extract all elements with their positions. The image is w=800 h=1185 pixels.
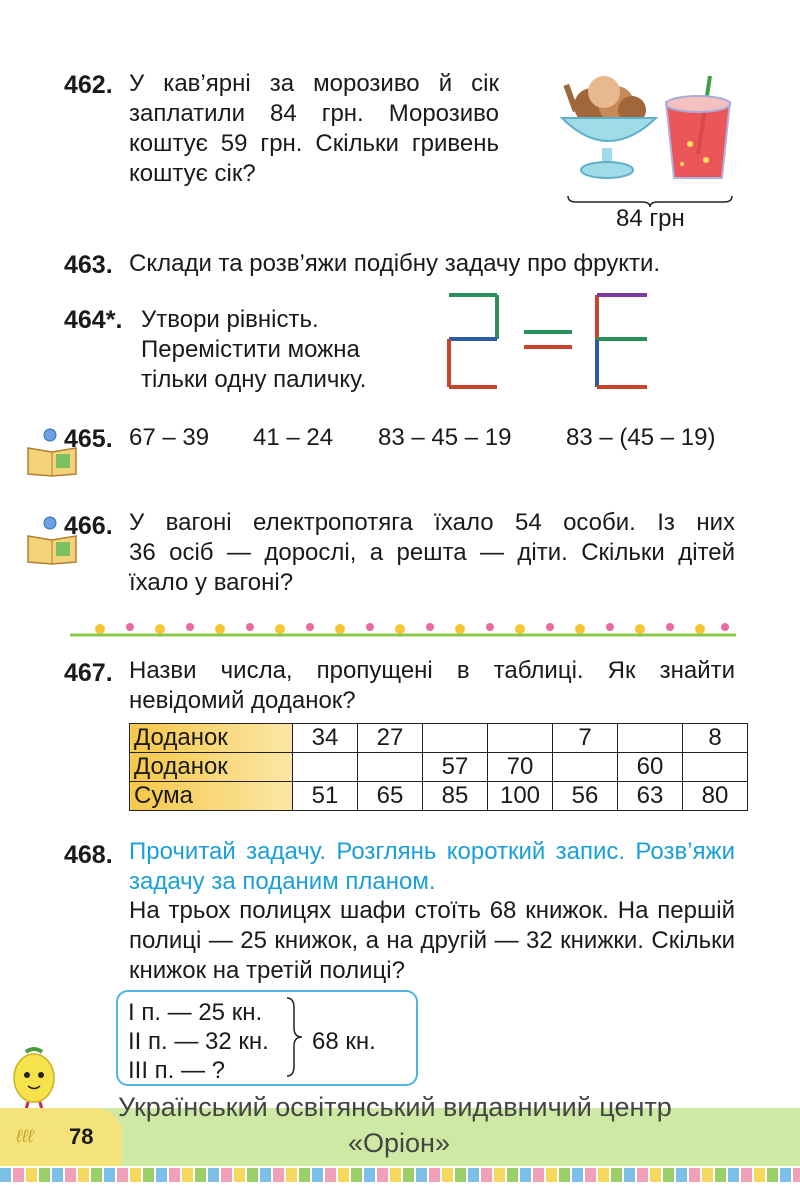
problem-467-line: Назви числа, пропущені в таблиці. Як знайти (129, 657, 735, 684)
color-strip (0, 1168, 800, 1185)
problem-462-line: коштує сік? (129, 160, 256, 187)
problem-466-line: їхало у вагоні? (129, 569, 294, 596)
table-cell: 34 (293, 724, 358, 753)
short-note-total: 68 кн. (312, 1028, 376, 1055)
problem-462-line: коштує 59 грн. Скільки гривень (129, 130, 499, 157)
short-note-row: ІІ п. — 32 кн. (128, 1028, 269, 1055)
table-cell: 63 (618, 782, 683, 811)
table-cell: 56 (553, 782, 618, 811)
lemon-mascot-icon (4, 1046, 62, 1112)
instruction-line: задачу за поданим планом. (129, 868, 436, 895)
table-cell (293, 753, 358, 782)
row-label: Доданок (130, 753, 293, 782)
problem-464-line: тільки одну паличку. (141, 366, 367, 393)
short-note-row: ІІІ п. — ? (128, 1057, 226, 1084)
problem-468-number: 468. (64, 841, 113, 869)
table-cell (618, 724, 683, 753)
table-cell: 8 (683, 724, 748, 753)
table-cell: 80 (683, 782, 748, 811)
swirl-decoration: ℓℓℓ (16, 1126, 34, 1146)
table-cell: 60 (618, 753, 683, 782)
problem-464-line: Перемістити можна (141, 336, 360, 363)
table-cell (423, 724, 488, 753)
short-note-rows (128, 998, 269, 1085)
problem-462-line: заплатили 84 грн. Морозиво (129, 100, 499, 127)
problem-467-line: невідомий доданок? (129, 687, 356, 714)
problem-462-line: У кав’ярні за морозиво й сік (129, 70, 499, 97)
table-cell (553, 753, 618, 782)
addends-table (129, 723, 748, 811)
expression: 67 – 39 (129, 424, 210, 451)
short-note-row: І п. — 25 кн. (128, 999, 263, 1026)
problem-466-line: У вагоні електропотяга їхало 54 особи. Із них (129, 509, 735, 536)
table-row (130, 782, 748, 811)
table-cell: 70 (488, 753, 553, 782)
table-cell: 57 (423, 753, 488, 782)
table-row (130, 724, 748, 753)
problem-468-text (129, 896, 735, 986)
problem-462-text (129, 69, 499, 189)
table-row (130, 753, 748, 782)
table-cell (358, 753, 423, 782)
ice-cream-icon (562, 76, 656, 178)
flower-divider (70, 617, 736, 641)
problem-466-number: 466. (64, 512, 113, 540)
publisher-line-1: Український освітянський видавничий центр (118, 1092, 672, 1122)
problem-468-line: На трьох полицях шафи стоїть 68 книжок. На першій (129, 897, 735, 924)
expression: 83 – 45 – 19 (378, 424, 512, 451)
table-cell: 51 (293, 782, 358, 811)
problem-462-number: 462. (64, 71, 113, 99)
page-number: 78 (69, 1124, 94, 1149)
table-cell: 100 (488, 782, 553, 811)
problem-468-line: полиці — 25 книжок, а на другій — 32 книжки. Скільки (129, 927, 735, 954)
problem-466-line: 36 осіб — дорослі, а решта — діти. Скільки дітей (129, 539, 735, 566)
expression: 41 – 24 (253, 424, 334, 451)
row-label: Доданок (130, 724, 293, 753)
problem-468-instruction (129, 837, 735, 897)
price-label: 84 грн (616, 205, 685, 232)
table-cell: 85 (423, 782, 488, 811)
problem-464-number: 464*. (64, 306, 123, 334)
juice-icon (666, 76, 730, 178)
table-cell (683, 753, 748, 782)
instruction-line: Прочитай задачу. Розглянь короткий запис. Розв’яжи (129, 838, 735, 865)
matchstick-puzzle (440, 290, 660, 394)
problem-463-number: 463. (64, 251, 113, 279)
table-cell: 27 (358, 724, 423, 753)
problem-467-text (129, 656, 735, 716)
problem-465-number: 465. (64, 425, 113, 453)
problem-468-line: книжок на третій полиці? (129, 957, 405, 984)
table-cell: 7 (553, 724, 618, 753)
curly-brace (284, 996, 306, 1078)
problem-467-number: 467. (64, 659, 113, 687)
publisher-line-2: «Оріон» (348, 1128, 450, 1158)
expression: 83 – (45 – 19) (566, 424, 716, 451)
row-label: Сума (130, 782, 293, 811)
table-cell: 65 (358, 782, 423, 811)
problem-464-text (141, 305, 366, 395)
problem-463-text: Склади та розв’яжи подібну задачу про фрукти. (129, 250, 661, 277)
problem-464-line: Утвори рівність. (141, 306, 319, 333)
table-cell (488, 724, 553, 753)
problem-466-text (129, 508, 735, 598)
ice-cream-and-juice-illustration (560, 74, 740, 194)
